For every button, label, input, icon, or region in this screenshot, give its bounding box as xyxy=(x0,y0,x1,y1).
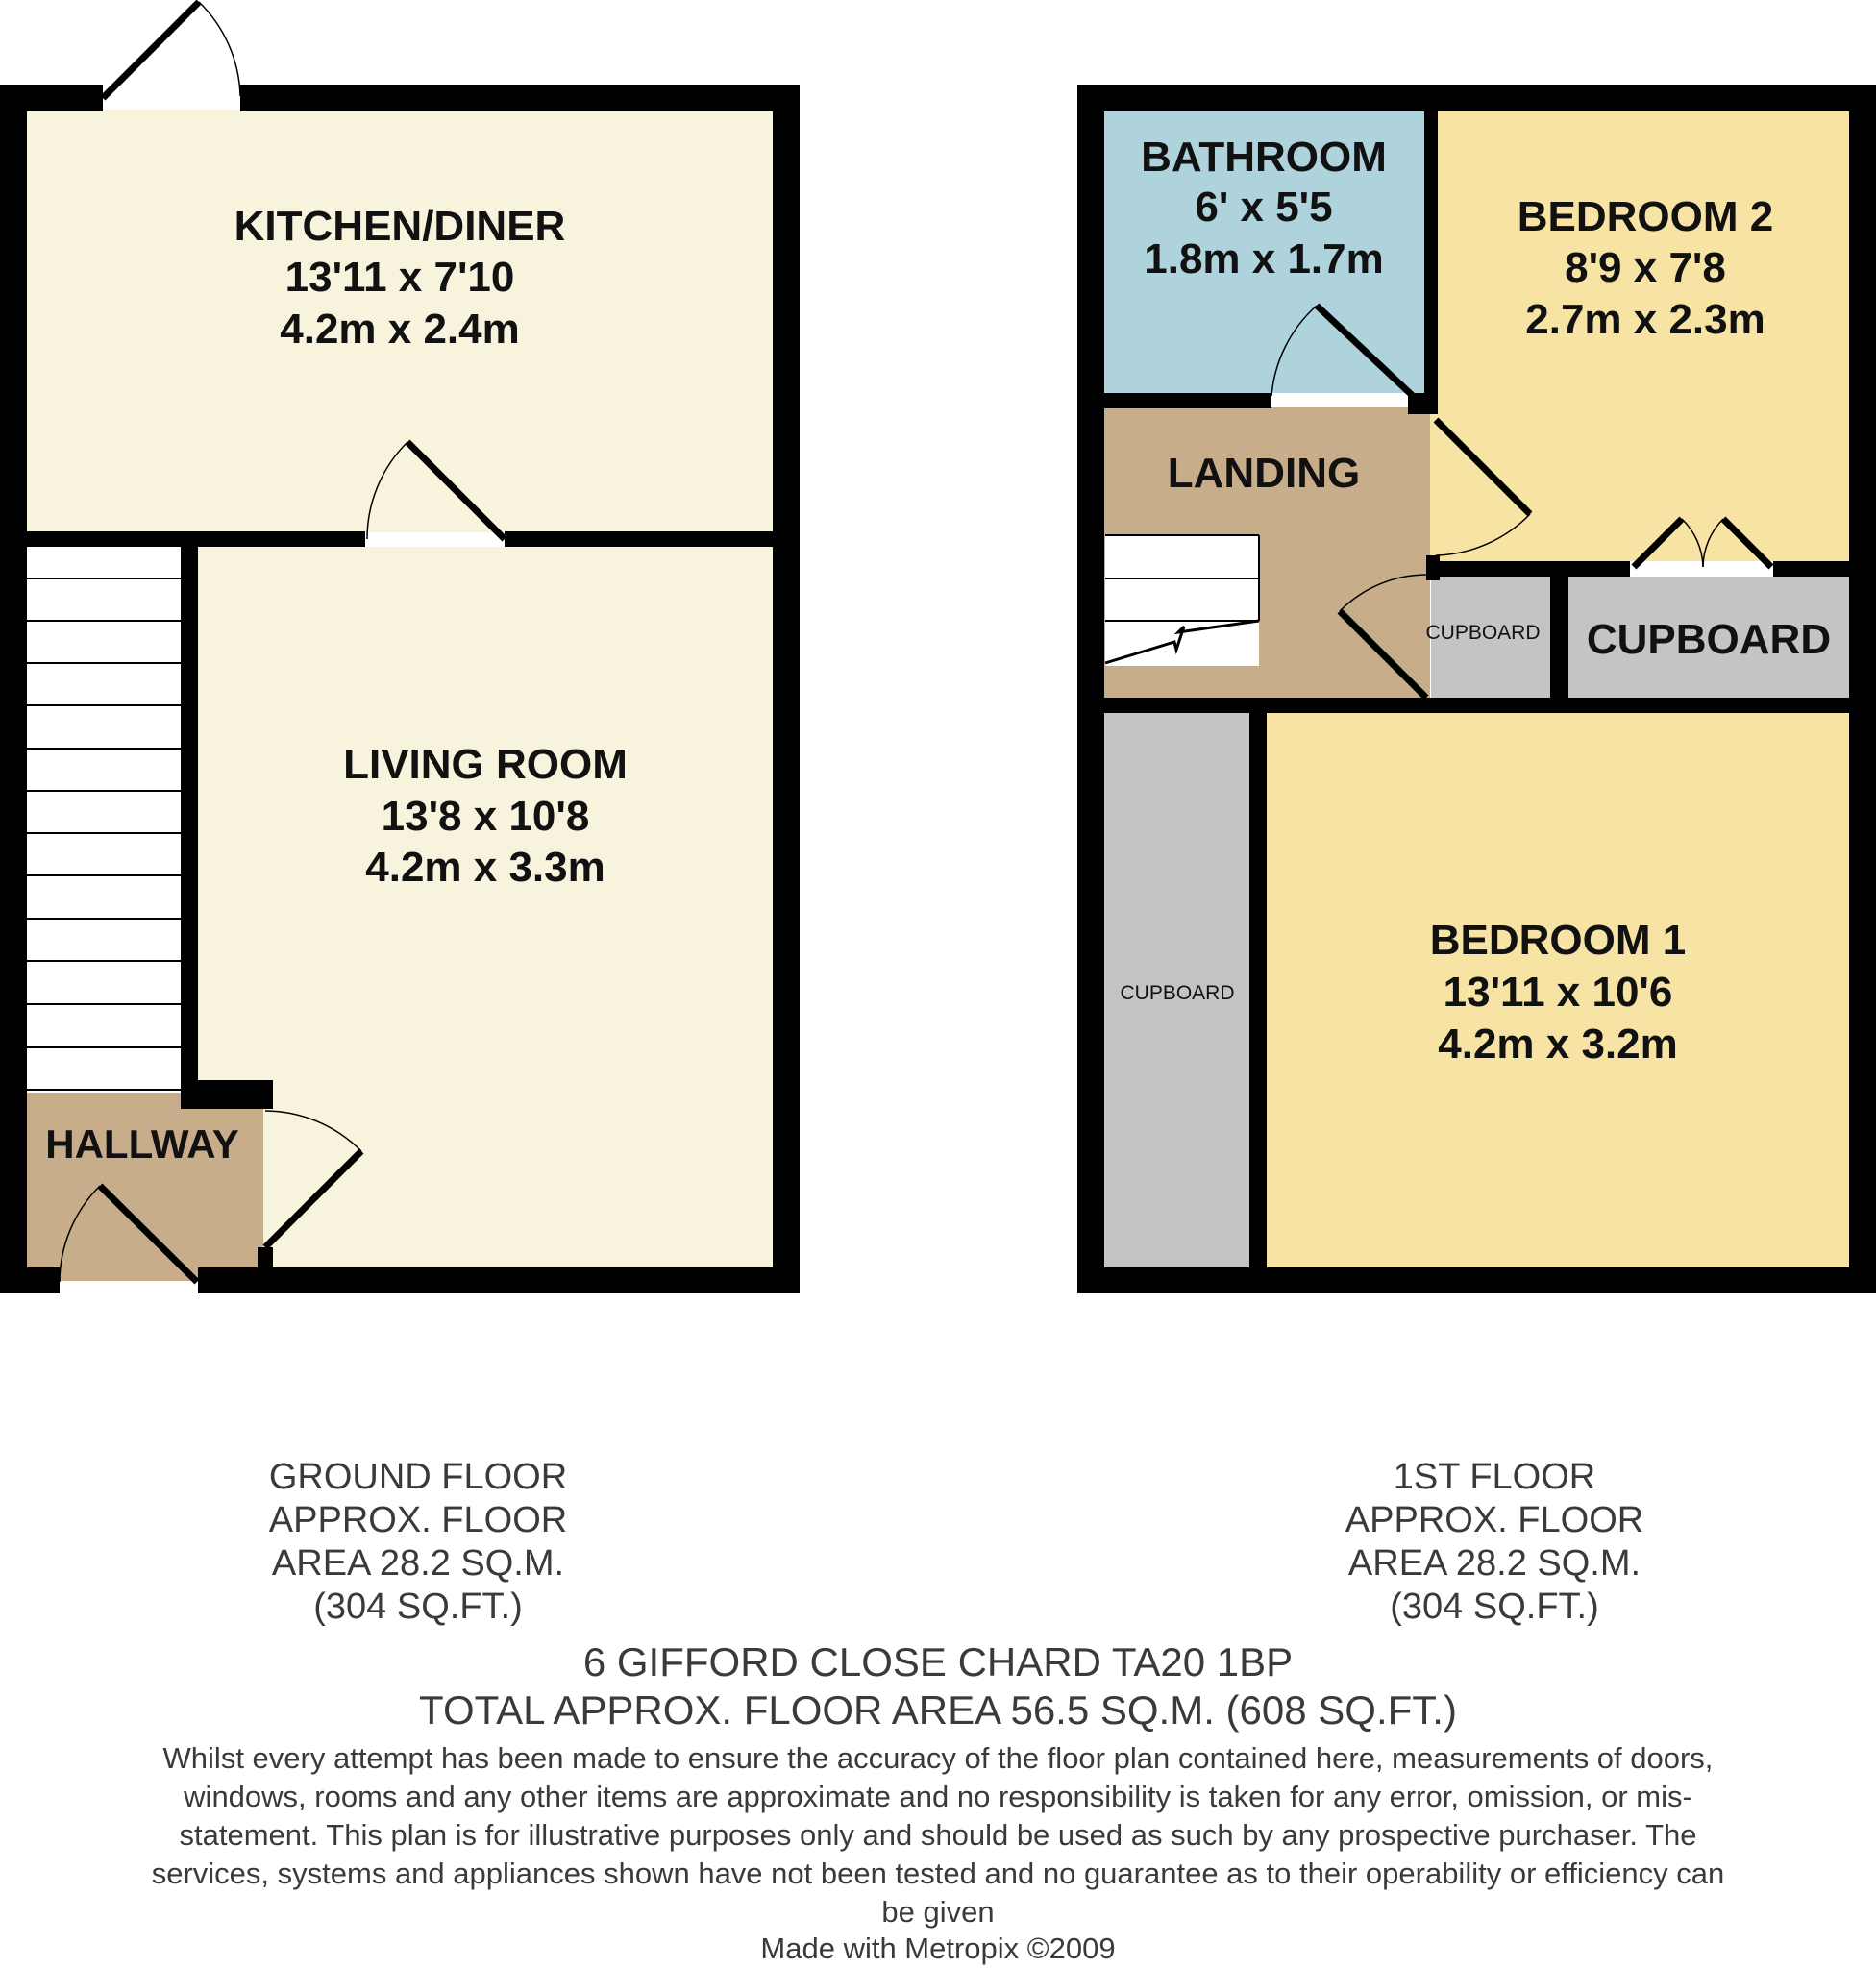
ground-floor-caption-line: APPROX. FLOOR xyxy=(268,1500,568,1540)
first-floor-caption-line: (304 SQ.FT.) xyxy=(1390,1587,1599,1627)
bedroom-2-name: BEDROOM 2 xyxy=(1517,193,1774,240)
landing-label: LANDING xyxy=(1167,450,1361,497)
first-floor-caption xyxy=(1225,1456,1764,1629)
bedroom-2-imperial: 8'9 x 7'8 xyxy=(1565,244,1726,291)
ground-floor-caption-line: GROUND FLOOR xyxy=(268,1457,568,1497)
living-room-name: LIVING ROOM xyxy=(343,741,628,788)
hallway-label: HALLWAY xyxy=(45,1121,239,1167)
bedroom-1-name: BEDROOM 1 xyxy=(1429,917,1687,964)
living-room-label xyxy=(343,741,628,891)
disclaimer-text: Whilst every attempt has been made to ensure the accuracy of the floor plan contained here, measurements of doors, windows, rooms and any other items are approximate and no responsibility is taken for any error, omission, or mis-statement. This plan is for illustrative purposes only and should be used as such by any prospective purchaser. The services, systems and appliances shown have not been tested and no guarantee as to their operability or efficiency can be given xyxy=(151,1741,1725,1929)
bathroom-imperial: 6' x 5'5 xyxy=(1195,184,1333,231)
ground-stairs xyxy=(27,535,181,1091)
first-stairs xyxy=(1105,535,1259,666)
kitchen-diner-metric: 4.2m x 2.4m xyxy=(280,306,520,353)
total-floor-area: TOTAL APPROX. FLOOR AREA 56.5 SQ.M. (608 SQ.FT.) xyxy=(419,1687,1457,1733)
first-floor-plan xyxy=(1077,85,1876,1293)
metropix-credit: Made with Metropix ©2009 xyxy=(760,1931,1116,1965)
first-floor-caption-line: AREA 28.2 SQ.M. xyxy=(1347,1543,1642,1584)
first-floor-caption-line: 1ST FLOOR xyxy=(1393,1457,1596,1497)
cupboard-large-label: CUPBOARD xyxy=(1586,616,1832,663)
kitchen-diner-name: KITCHEN/DINER xyxy=(234,203,566,250)
cupboard-tall-label: CUPBOARD xyxy=(1120,982,1235,1004)
living-room-imperial: 13'8 x 10'8 xyxy=(381,793,590,840)
first-floor-caption-line: APPROX. FLOOR xyxy=(1345,1500,1644,1540)
ground-floor-plan xyxy=(0,2,800,1293)
living-room-area xyxy=(197,547,773,1267)
property-address: 6 GIFFORD CLOSE CHARD TA20 1BP xyxy=(582,1639,1294,1685)
ground-floor-caption xyxy=(149,1456,687,1629)
bedroom-1-label xyxy=(1430,917,1686,1068)
bathroom-name: BATHROOM xyxy=(1141,134,1387,181)
ground-floor-caption-line: AREA 28.2 SQ.M. xyxy=(271,1543,565,1584)
bathroom-metric: 1.8m x 1.7m xyxy=(1144,235,1384,283)
bedroom-1-imperial: 13'11 x 10'6 xyxy=(1443,969,1673,1016)
bedroom-1-metric: 4.2m x 3.2m xyxy=(1438,1021,1678,1068)
living-room-metric: 4.2m x 3.3m xyxy=(365,844,605,891)
cupboard-small-label: CUPBOARD xyxy=(1425,622,1541,644)
address-block xyxy=(0,1638,1876,1734)
bedroom-2-metric: 2.7m x 2.3m xyxy=(1525,296,1765,343)
ground-floor-caption-line: (304 SQ.FT.) xyxy=(313,1587,523,1627)
bedroom-2-nook xyxy=(1430,407,1438,561)
kitchen-diner-imperial: 13'11 x 7'10 xyxy=(284,254,515,301)
